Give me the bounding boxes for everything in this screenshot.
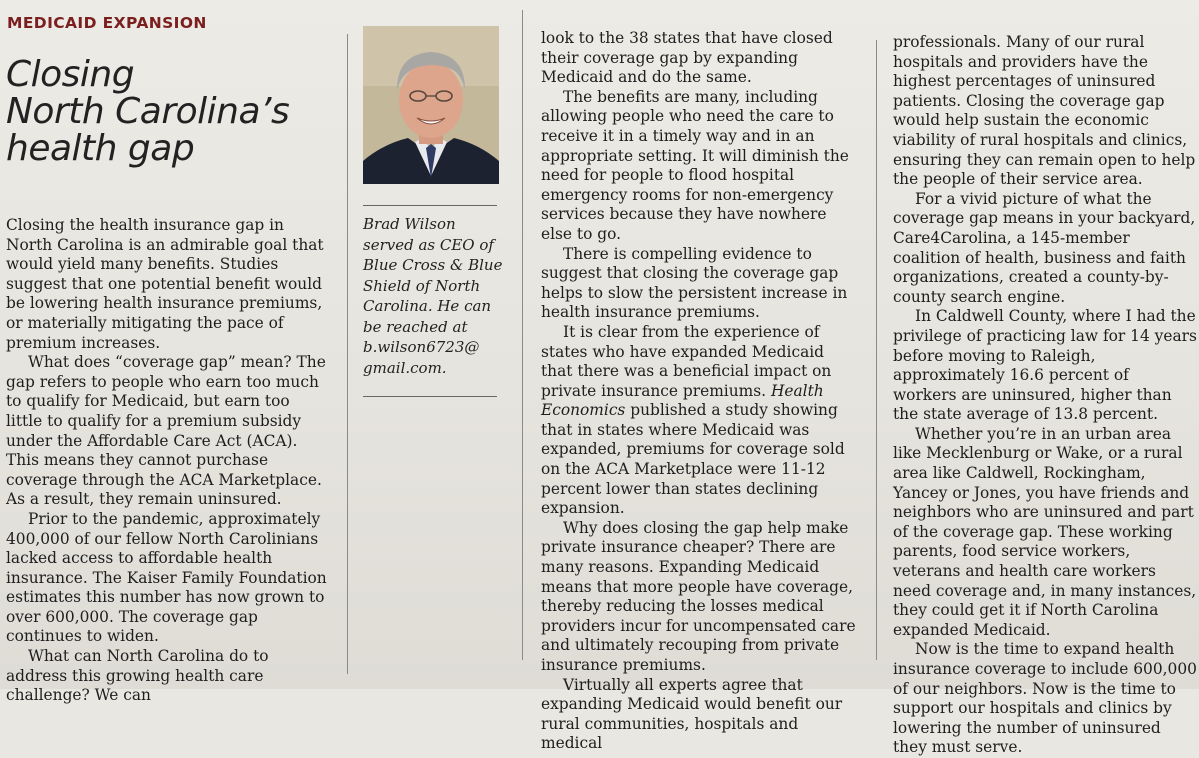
article-column-1 [6,216,328,706]
column-divider [876,40,877,660]
article-column-3 [541,29,859,754]
paragraph: professionals. Many of our rural hospitals and providers have the highest percentages of uninsured patients. Closing the coverage gap would help sustain the economic viability of rural hospitals and clinics, ensuring they can remain open to help the people of their service area. [893,33,1196,189]
bio-bottom-rule [363,396,497,397]
paragraph: For a vivid picture of what the coverage gap means in your backyard, Care4Carolina, a 145-member coalition of health, business and faith organizations, created a county-by-county search engine. [893,189,1196,306]
section-kicker: MEDICAID EXPANSION [7,14,207,32]
paragraph-part: It is clear from the experience of states who have expanded Medicaid that there was a beneficial impact on private insurance premiums. [541,322,832,400]
headline-line-2: North Carolina’s [6,91,290,132]
article-column-4 [893,33,1197,758]
author-photo [363,26,499,184]
headline-line-1: Closing [6,54,135,95]
paragraph: What can North Carolina do to address this growing health care challenge? We can [6,647,269,705]
author-portrait-icon [363,26,499,184]
paragraph: There is compelling evidence to suggest that closing the coverage gap helps to slow the persistent increase in health insurance premiums. [541,244,848,322]
paragraph: Now is the time to expand health insurance coverage to include 600,000 of our neighbors. Now is the time to support our hospitals and clinics by lowering the number of uninsured they must serve. [893,640,1197,757]
paragraph: In Caldwell County, where I had the privilege of practicing law for 14 years before moving to Raleigh, approximately 16.6 percent of workers are uninsured, higher than the state average of 13.8 percent. [893,307,1197,424]
paragraph: look to the 38 states that have closed their coverage gap by expanding Medicaid and do the same. [541,29,833,87]
paragraph: Why does closing the gap help make private insurance cheaper? There are many reasons. Expanding Medicaid means that more people have coverage, thereby reducing the losses medical providers incur for uncompensated care and ultimately recouping from private insurance premiums. [541,518,856,674]
paragraph: What does “coverage gap” mean? The gap refers to people who earn too much to qualify for Medicaid, but earn too little to qualify for a premium subsidy under the Affordable Care Act (ACA). This means they cannot purchase coverage through the ACA Marketplace. As a result, they remain uninsured. [6,353,326,509]
paragraph: Prior to the pandemic, approximately 400,000 of our fellow North Carolinians lacked access to affordable health insurance. The Kaiser Family Foundation estimates this number has now grown to over 600,000. The coverage gap continues to widen. [6,509,327,646]
author-bio: Brad Wilson served as CEO of Blue Cross & Blue Shield of North Carolina. He can be reached at b.wilson6723@ gmail.com. [363,215,503,377]
paragraph [541,323,859,519]
paragraph: The benefits are many, including allowing people who need the care to receive it in a timely way and in an appropriate setting. It will diminish the need for people to flood hospital emergency rooms for non-emergency services because they have nowhere else to go. [541,87,849,243]
paragraph: Virtually all experts agree that expanding Medicaid would benefit our rural communities, hospitals and medical [541,675,843,753]
column-divider [522,10,523,660]
bio-top-rule [363,205,497,206]
paragraph: Whether you’re in an urban area like Mecklenburg or Wake, or a rural area like Caldwell, Rockingham, Yancey or Jones, you have friends and neighbors who are uninsured and part of the coverage gap. These working parents, food service workers, veterans and health care workers need coverage and, in many instances, they could get it if North Carolina expanded Medicaid. [893,424,1197,639]
headline [6,56,336,167]
journal-title: Health Economics [541,381,824,420]
paragraph-part: published a study showing that in states where Medicaid was expanded, premiums for coverage sold on the ACA Marketplace were 11-12 percent lower than states declining expansion. [541,401,845,518]
column-divider [347,34,348,674]
paragraph: Closing the health insurance gap in North Carolina is an admirable goal that would yield many benefits. Studies suggest that one potential benefit would be lowering health insurance premiums, or materially mitigating the pace of premium increases. [6,216,324,352]
headline-line-3: health gap [6,128,195,169]
